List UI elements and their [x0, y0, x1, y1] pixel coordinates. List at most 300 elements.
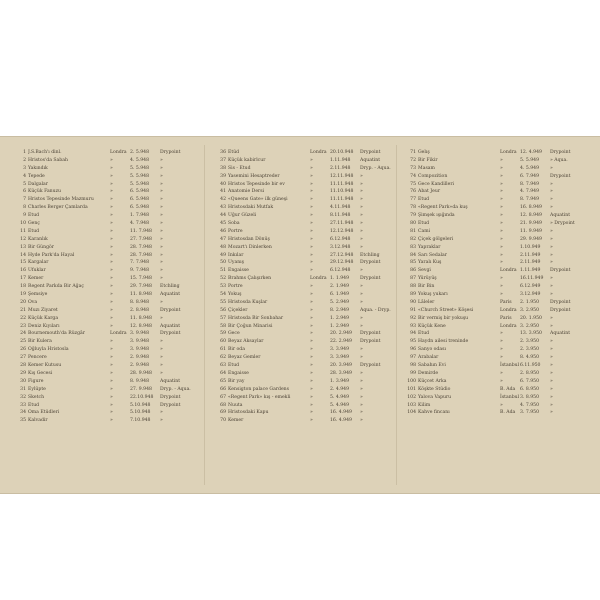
entry-technique: » — [160, 410, 163, 416]
catalog-entry — [212, 165, 400, 173]
entry-number: 6 — [23, 189, 26, 195]
catalog-entry — [12, 236, 200, 244]
entry-place: » — [110, 418, 113, 424]
entry-date: 16.11.949 — [520, 276, 544, 282]
entry-place: B. Ada — [500, 410, 516, 416]
entry-place: » — [310, 394, 313, 400]
entry-place: » — [110, 363, 113, 369]
entry-number: 3 — [23, 165, 26, 171]
entry-place: » — [110, 323, 113, 329]
entry-technique: » — [360, 315, 363, 321]
entry-number: 61 — [220, 347, 226, 353]
catalog-entry — [12, 252, 200, 260]
catalog-entry — [12, 228, 200, 236]
entry-technique: » — [160, 315, 163, 321]
entry-place: » — [310, 181, 313, 187]
entry-title: Abat Jeur — [418, 189, 441, 195]
entry-number: 33 — [20, 402, 26, 408]
entry-date: 13. 3.950 — [520, 331, 542, 337]
entry-technique: » — [360, 181, 363, 187]
entry-date: 20.10.948 — [330, 150, 354, 155]
entry-number: 100 — [407, 378, 416, 384]
entry-title: Küçük kabirlcur — [228, 157, 266, 163]
entry-title: Genç — [28, 221, 40, 227]
column-divider — [204, 145, 205, 485]
entry-place: » — [110, 315, 113, 321]
entry-date: 4. 7.948 — [130, 221, 149, 227]
entry-number: 67 — [220, 394, 226, 400]
entry-number: 104 — [407, 410, 416, 416]
entry-technique: » — [360, 355, 363, 361]
entry-title: Bir yay — [228, 378, 245, 384]
entry-technique: » — [160, 157, 163, 163]
entry-technique: » — [550, 370, 553, 376]
entry-technique: » — [160, 363, 163, 369]
entry-technique: » — [550, 378, 553, 384]
entry-place: Londra — [110, 331, 127, 337]
catalog-entry — [212, 330, 400, 338]
entry-date: 3.12.948 — [330, 244, 351, 250]
entry-number: 99 — [410, 370, 416, 376]
entry-place: » — [310, 197, 313, 203]
entry-place: » — [310, 157, 313, 163]
entry-title: Anatomie Dersi — [228, 189, 265, 195]
entry-technique: » — [160, 205, 163, 211]
entry-place: Londra — [310, 150, 327, 155]
entry-technique: » — [550, 197, 553, 203]
entry-number: 1 — [23, 150, 26, 155]
entry-date: 28. 7.948 — [130, 252, 152, 258]
entry-date: 2. 1.950 — [520, 299, 539, 305]
entry-technique: » Drypoint — [550, 221, 575, 227]
entry-place: Londra — [500, 150, 517, 155]
entry-technique: » — [360, 213, 363, 219]
catalog-entry — [12, 338, 200, 346]
catalog-entry — [402, 394, 590, 402]
entry-title: Sabahın Evi — [418, 363, 446, 369]
entry-title: Kış Gecesi — [28, 370, 53, 376]
catalog-entry — [12, 283, 200, 291]
entry-technique: » — [360, 378, 363, 384]
entry-date: 22.10.948 — [130, 394, 154, 400]
catalog-entry — [12, 157, 200, 165]
catalog-entry — [212, 149, 400, 157]
catalog-entry — [402, 275, 590, 283]
catalog-entry — [402, 173, 590, 181]
catalog-entry — [212, 307, 400, 315]
entry-date: 12. 8.948 — [130, 323, 152, 329]
catalog-entry — [402, 386, 590, 394]
catalog-entry — [212, 181, 400, 189]
entry-technique: » — [360, 292, 363, 298]
catalog-entry — [12, 323, 200, 331]
entry-date: 7. 7.948 — [130, 260, 149, 266]
entry-title: Hristos Tepesinde bir ev — [228, 181, 285, 187]
entry-place: » — [500, 173, 503, 179]
entry-title: Küçük Karga — [28, 315, 59, 321]
entry-place: » — [500, 252, 503, 258]
entry-date: 5. 4.949 — [330, 402, 349, 408]
entry-date: 5. 5.948 — [130, 173, 149, 179]
entry-title: Brahms Çalışırken — [228, 276, 272, 282]
entry-title: Portre — [228, 228, 243, 234]
entry-number: 101 — [407, 386, 416, 392]
entry-date: 2. 8.948 — [130, 307, 149, 313]
entry-title: Pencere — [28, 355, 47, 361]
entry-number: 40 — [220, 181, 226, 187]
entry-number: 57 — [220, 315, 226, 321]
entry-number: 8 — [23, 205, 26, 211]
entry-place: Paris — [500, 299, 512, 305]
entry-title: Etud — [418, 331, 430, 337]
entry-title: Haydn ailesi treninde — [418, 339, 469, 345]
entry-number: 47 — [220, 236, 226, 242]
entry-date: 4.11.948 — [330, 205, 351, 211]
catalog-entry — [12, 149, 200, 157]
entry-place: » — [310, 386, 313, 392]
entry-technique: » — [550, 394, 553, 400]
entry-date: 20. 3.949 — [330, 363, 352, 369]
entry-title: Beyaz Gemler — [228, 355, 261, 361]
catalog-column-1 — [12, 149, 200, 425]
catalog-entry — [402, 252, 590, 260]
entry-date: 2. 9.948 — [130, 363, 149, 369]
entry-place: » — [310, 268, 313, 274]
catalog-entry — [402, 370, 590, 378]
entry-number: 87 — [410, 276, 416, 282]
catalog-entry — [12, 307, 200, 315]
entry-date: 5.10.948 — [130, 402, 151, 408]
entry-title: Küçük Fanuzu — [28, 189, 61, 195]
entry-date: 6. 7.950 — [520, 378, 539, 384]
entry-place: Londra — [500, 323, 517, 329]
entry-number: 15 — [20, 260, 26, 266]
catalog-entry — [12, 196, 200, 204]
entry-number: 23 — [20, 323, 26, 329]
entry-number: 64 — [220, 370, 226, 376]
entry-title: Etud — [28, 228, 40, 234]
entry-technique: » — [160, 221, 163, 227]
entry-technique: » — [550, 252, 553, 258]
entry-title: J.S.Bach'ı dinl. — [28, 150, 62, 155]
entry-place: » — [310, 418, 313, 424]
entry-place: » — [110, 236, 113, 242]
entry-technique: Drypoint — [360, 363, 381, 369]
catalog-entry — [212, 409, 400, 417]
entry-date: 1. 2.949 — [330, 323, 349, 329]
entry-number: 103 — [407, 402, 416, 408]
entry-place: » — [310, 323, 313, 329]
entry-place: » — [110, 221, 113, 227]
entry-place: » — [500, 370, 503, 376]
entry-technique: » — [360, 402, 363, 408]
entry-number: 77 — [410, 197, 416, 203]
catalog-entry — [12, 181, 200, 189]
entry-number: 58 — [220, 323, 226, 329]
entry-title: «Church Street» Köşesi — [418, 307, 474, 313]
entry-number: 29 — [20, 370, 26, 376]
entry-date: 4. 7.950 — [520, 402, 539, 408]
entry-technique: Drypoint — [550, 268, 571, 274]
entry-date: 29.12.948 — [330, 260, 354, 266]
entry-number: 5 — [23, 181, 26, 187]
entry-technique: » — [360, 418, 363, 424]
entry-date: 11. 7.948 — [130, 228, 152, 234]
entry-place: » — [310, 347, 313, 353]
entry-title: Hristos'da Sabah — [28, 157, 68, 163]
entry-date: 3. 2.950 — [520, 323, 539, 329]
entry-title: Oğluyla Hristosla — [28, 347, 69, 353]
catalog-page — [0, 136, 600, 494]
entry-technique: » — [550, 315, 553, 321]
entry-date: 8. 7.949 — [520, 197, 539, 203]
entry-technique: » — [160, 370, 163, 376]
entry-technique: Aquatint — [550, 213, 571, 219]
entry-date: 12.11.948 — [330, 173, 354, 179]
entry-date: 11. 8.948 — [130, 315, 152, 321]
entry-title: Çiçek gölgeleri — [418, 236, 454, 242]
entry-number: 94 — [410, 331, 416, 337]
entry-title: İnkılar — [228, 252, 244, 258]
entry-technique: Aqua. - Dryp. — [360, 307, 391, 313]
entry-technique: » — [160, 213, 163, 219]
entry-technique: Drypoint — [160, 394, 181, 400]
entry-date: 1. 3.949 — [330, 378, 349, 384]
entry-place: » — [310, 378, 313, 384]
entry-place: » — [110, 165, 113, 171]
entry-title: Bir Kulera — [28, 339, 52, 345]
entry-place: » — [500, 347, 503, 353]
entry-date: 16. 4.949 — [330, 410, 352, 416]
entry-date: 6.11.950 — [520, 363, 541, 369]
catalog-entry — [212, 323, 400, 331]
entry-place: » — [110, 307, 113, 313]
entry-place: » — [500, 292, 503, 298]
entry-technique: » — [360, 394, 363, 400]
entry-number: 18 — [20, 284, 26, 290]
entry-place: » — [110, 244, 113, 250]
entry-title: Köşkte Stüdio — [418, 386, 451, 392]
entry-technique: » — [360, 268, 363, 274]
entry-technique: Aquatint — [360, 157, 381, 163]
entry-date: 6. 1.949 — [330, 292, 349, 298]
entry-number: 46 — [220, 228, 226, 234]
entry-number: 31 — [20, 386, 26, 392]
entry-date: 9. 7.948 — [130, 268, 149, 274]
entry-number: 19 — [20, 292, 26, 298]
entry-technique: Aquatint — [160, 378, 181, 384]
entry-number: 26 — [20, 347, 26, 353]
catalog-entry — [12, 378, 200, 386]
entry-date: 6. 8.950 — [520, 386, 539, 392]
entry-number: 96 — [410, 347, 416, 353]
entry-technique: » — [550, 355, 553, 361]
catalog-entry — [12, 299, 200, 307]
entry-place: » — [500, 205, 503, 211]
entry-date: 1.11.949 — [520, 268, 541, 274]
entry-date: 16. 4.949 — [330, 418, 352, 424]
entry-date: 2.11.949 — [520, 260, 541, 266]
entry-number: 30 — [20, 378, 26, 384]
entry-date: 28. 9.948 — [130, 370, 152, 376]
entry-place: » — [310, 355, 313, 361]
catalog-entry — [12, 244, 200, 252]
entry-title: Karanlık — [28, 236, 48, 242]
entry-number: 10 — [20, 221, 26, 227]
catalog-entry — [402, 323, 590, 331]
catalog-entry — [212, 157, 400, 165]
entry-number: 60 — [220, 339, 226, 345]
entry-place: » — [310, 307, 313, 313]
entry-title: Soba — [228, 221, 240, 227]
entry-place: » — [500, 228, 503, 234]
entry-date: 2. 9.948 — [130, 355, 149, 361]
entry-date: 27. 7.948 — [130, 236, 152, 242]
catalog-entry — [402, 149, 590, 157]
entry-title: Çiçekler — [228, 307, 248, 313]
entry-date: 3. 9.948 — [130, 339, 149, 345]
entry-date: 12. 8.949 — [520, 213, 542, 219]
entry-number: 63 — [220, 363, 226, 369]
entry-number: 80 — [410, 221, 416, 227]
catalog-entry — [12, 370, 200, 378]
entry-place: » — [310, 173, 313, 179]
entry-title: Charles Berger Çamlarda — [28, 205, 88, 211]
catalog-entry — [212, 378, 400, 386]
entry-title: «Regent Park» kış - emekli — [228, 394, 291, 400]
entry-title: Kalvadir — [28, 418, 48, 424]
entry-date: 29. 9.949 — [520, 236, 542, 242]
catalog-entry — [212, 259, 400, 267]
entry-technique: » — [160, 260, 163, 266]
entry-place: » — [110, 181, 113, 187]
entry-place: » — [310, 205, 313, 211]
entry-technique: » — [360, 347, 363, 353]
entry-number: 83 — [410, 244, 416, 250]
entry-number: 78 — [410, 205, 416, 211]
entry-title: Arabalar — [418, 355, 439, 361]
catalog-entry — [212, 338, 400, 346]
entry-title: Engaisse — [228, 268, 249, 274]
catalog-entry — [402, 267, 590, 275]
entry-technique: Dryp. - Aqua. — [160, 386, 191, 392]
entry-number: 93 — [410, 323, 416, 329]
entry-number: 48 — [220, 244, 226, 250]
entry-title: Yapraklar — [418, 244, 441, 250]
entry-title: Hristosdaki Mutfak — [228, 205, 274, 211]
entry-technique: » — [550, 363, 553, 369]
catalog-entry — [212, 244, 400, 252]
entry-technique: Aquatint — [160, 292, 181, 298]
catalog-entry — [12, 417, 200, 425]
entry-number: 66 — [220, 386, 226, 392]
entry-title: Cami — [418, 228, 431, 234]
entry-place: » — [310, 284, 313, 290]
catalog-entry — [12, 204, 200, 212]
entry-technique: » — [550, 284, 553, 290]
entry-number: 4 — [23, 173, 26, 179]
entry-place: » — [310, 315, 313, 321]
entry-number: 34 — [20, 410, 26, 416]
entry-date: 28. 3.949 — [330, 370, 352, 376]
entry-title: Bournemouth'da Rüzgâr — [28, 331, 85, 337]
entry-title: Gelış — [418, 150, 430, 155]
catalog-entry — [12, 173, 200, 181]
entry-title: Kilim — [418, 402, 431, 408]
entry-title: Eylüpte — [28, 386, 46, 392]
entry-title: Kahve fincanı — [418, 410, 450, 416]
entry-number: 43 — [220, 205, 226, 211]
entry-title: Yaralı Kuş — [418, 260, 442, 266]
catalog-entry — [212, 173, 400, 181]
entry-number: 38 — [220, 165, 226, 171]
entry-number: 45 — [220, 221, 226, 227]
entry-technique: » — [550, 386, 553, 392]
entry-technique: » — [550, 236, 553, 242]
entry-date: 21. 9.949 — [520, 221, 542, 227]
entry-title: Portre — [228, 284, 243, 290]
entry-title: Küçük Kene — [418, 323, 446, 329]
entry-title: Hristos Tepesinde Mazmuru — [28, 197, 94, 203]
entry-date: 11.11.948 — [330, 197, 354, 203]
entry-number: 79 — [410, 213, 416, 219]
entry-place: » — [500, 181, 503, 187]
entry-date: 28. 7.948 — [130, 244, 152, 250]
entry-place: » — [310, 252, 313, 258]
entry-place: » — [110, 292, 113, 298]
catalog-entry — [402, 402, 590, 410]
entry-date: 1. 7.948 — [130, 213, 149, 219]
entry-number: 75 — [410, 181, 416, 187]
entry-place: » — [310, 370, 313, 376]
entry-title: Yürüyüş — [418, 276, 437, 282]
entry-number: 65 — [220, 378, 226, 384]
entry-title: Uyanış — [228, 260, 244, 266]
catalog-entry — [12, 165, 200, 173]
entry-date: 5.10.948 — [130, 410, 151, 416]
entry-number: 9 — [23, 213, 26, 219]
entry-technique: Etchling — [160, 284, 180, 290]
entry-place: » — [110, 347, 113, 353]
entry-place: » — [310, 213, 313, 219]
entry-place: » — [500, 402, 503, 408]
entry-number: 89 — [410, 292, 416, 298]
entry-title: Hristosda Bir Sonbahar — [228, 315, 284, 321]
entry-title: Bir Çoğun Minarisi — [228, 323, 273, 329]
entry-technique: » — [160, 355, 163, 361]
entry-date: 16. 8.949 — [520, 205, 542, 211]
catalog-entry — [212, 196, 400, 204]
entry-place: » — [110, 276, 113, 282]
catalog-entry — [212, 188, 400, 196]
entry-place: » — [310, 299, 313, 305]
entry-technique: » — [160, 236, 163, 242]
entry-title: Kemer — [28, 276, 44, 282]
entry-title: Etud — [28, 402, 40, 408]
entry-date: 27.11.948 — [330, 221, 354, 227]
entry-date: 5. 5.949 — [520, 157, 539, 163]
catalog-entry — [402, 259, 590, 267]
entry-place: » — [110, 339, 113, 345]
catalog-entry — [12, 362, 200, 370]
entry-number: 69 — [220, 410, 226, 416]
entry-number: 91 — [410, 307, 416, 313]
entry-technique: » — [160, 244, 163, 250]
entry-number: 81 — [410, 228, 416, 234]
entry-date: 2. 5.948 — [130, 150, 149, 155]
entry-place: » — [500, 165, 503, 171]
entry-technique: » — [550, 244, 553, 250]
